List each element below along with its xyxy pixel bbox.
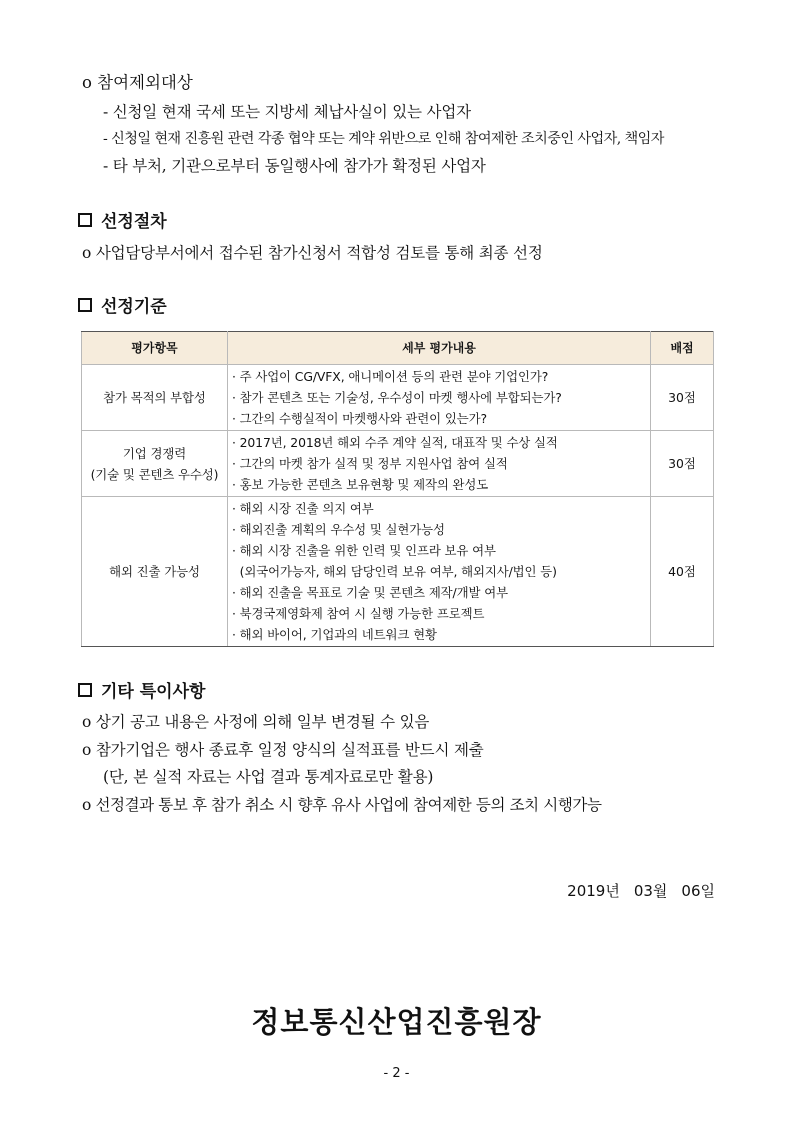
row-item-cell — [82, 365, 228, 431]
date-year: 2019년 — [567, 882, 620, 900]
row-item-cell — [82, 497, 228, 647]
header-item: 평가항목 — [82, 332, 228, 365]
detail-line: · 해외진출 계획의 우수성 및 실현가능성 — [231, 522, 445, 537]
checkbox-square-icon — [78, 298, 92, 312]
detail-line: · 해외 시장 진출을 위한 인력 및 인프라 보유 여부 — [231, 543, 496, 558]
detail-line: · 그간의 마켓 참가 실적 및 정부 지원사업 참여 실적 — [231, 456, 508, 471]
detail-line: · 주 사업이 CG/VFX, 애니메이션 등의 관련 분야 기업인가? — [231, 369, 549, 384]
date-month: 03월 — [633, 882, 668, 900]
date-day: 06일 — [681, 882, 715, 900]
detail-line: · 해외 시장 진출 의지 여부 — [231, 501, 374, 516]
row-item-label: 해외 진출 가능성 — [109, 564, 200, 579]
procedure-heading — [78, 207, 167, 232]
row-detail-cell — [227, 431, 650, 497]
header-score: 배점 — [651, 332, 714, 365]
row-score: 40점 — [651, 497, 714, 647]
row-score: 30점 — [651, 365, 714, 431]
detail-line: · 참가 콘텐츠 또는 기술성, 우수성이 마켓 행사에 부합되는가? — [231, 390, 562, 405]
other-heading-label: 기타 특이사항 — [101, 682, 206, 702]
procedure-heading-label: 선정절차 — [101, 212, 167, 232]
row-item-label: 기업 경쟁력 — [122, 445, 187, 461]
row-item-label: 참가 목적의 부합성 — [103, 390, 206, 405]
checkbox-square-icon — [78, 213, 92, 227]
exclusion-item: - 신청일 현재 국세 또는 지방세 체납사실이 있는 사업자 — [103, 103, 471, 121]
criteria-heading — [78, 292, 167, 317]
table-row — [82, 431, 714, 497]
exclusion-item: - 타 부처, 기관으로부터 동일행사에 참가가 확정된 사업자 — [103, 157, 486, 175]
page-number: - 2 - — [383, 1066, 410, 1081]
criteria-heading-label: 선정기준 — [101, 297, 167, 317]
issuer-signature: 정보통신산업진흥원장 — [251, 1005, 542, 1039]
table-header-row — [82, 332, 714, 365]
checkbox-square-icon — [78, 683, 92, 697]
detail-line: · 그간의 수행실적이 마켓행사와 관련이 있는가? — [231, 411, 487, 426]
detail-line: · 북경국제영화제 참여 시 실행 가능한 프로젝트 — [231, 606, 485, 621]
detail-line: · 홍보 가능한 콘텐츠 보유현황 및 제작의 완성도 — [231, 477, 489, 492]
criteria-table — [81, 331, 714, 647]
row-score: 30점 — [651, 431, 714, 497]
table-row — [82, 365, 714, 431]
document-date — [567, 880, 715, 901]
other-item: o 선정결과 통보 후 참가 취소 시 향후 유사 사업에 참여제한 등의 조치 시행가능 — [82, 796, 602, 814]
other-item-note: (단, 본 실적 자료는 사업 결과 통계자료로만 활용) — [103, 768, 434, 786]
other-item: o 상기 공고 내용은 사정에 의해 일부 변경될 수 있음 — [82, 713, 430, 731]
exclusion-title: o 참여제외대상 — [82, 73, 193, 92]
procedure-text: o 사업담당부서에서 접수된 참가신청서 적합성 검토를 통해 최종 선정 — [82, 244, 543, 262]
other-item: o 참가기업은 행사 종료후 일정 양식의 실적표를 반드시 제출 — [82, 741, 484, 759]
row-detail-cell — [227, 497, 650, 647]
row-item-label: (기술 및 콘텐츠 우수성) — [90, 466, 219, 482]
row-item-cell — [82, 431, 228, 497]
detail-line: · 해외 바이어, 기업과의 네트워크 현황 — [231, 627, 437, 642]
other-heading — [78, 677, 205, 702]
detail-line: · 해외 진출을 목표로 기술 및 콘텐츠 제작/개발 여부 — [231, 585, 508, 600]
table-row — [82, 497, 714, 647]
row-detail-cell — [227, 365, 650, 431]
exclusion-item: - 신청일 현재 진흥원 관련 각종 협약 또는 계약 위반으로 인해 참여제한 조치중인 사업자, 책임자 — [103, 131, 664, 147]
header-detail: 세부 평가내용 — [227, 332, 650, 365]
detail-line: (외국어가능자, 해외 담당인력 보유 여부, 해외지사/법인 등) — [231, 564, 557, 579]
detail-line: · 2017년, 2018년 해외 수주 계약 실적, 대표작 및 수상 실적 — [231, 435, 558, 450]
